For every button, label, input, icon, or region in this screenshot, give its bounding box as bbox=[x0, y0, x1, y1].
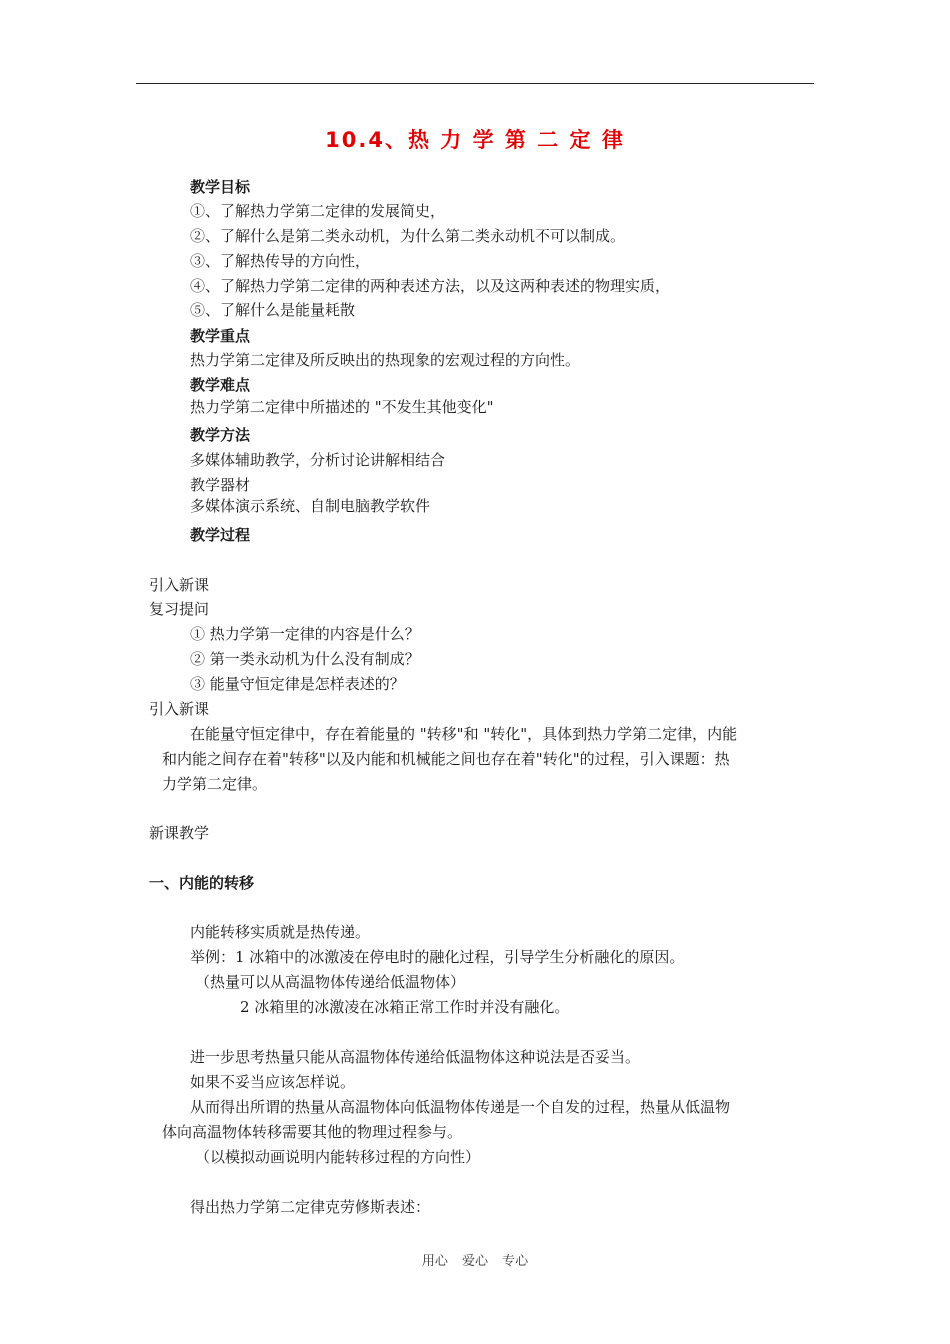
section-line: 举例：1 冰箱中的冰激凌在停电时的融化过程，引导学生分析融化的原因。 bbox=[190, 948, 685, 966]
objective-item: ②、了解什么是第二类永动机，为什么第二类永动机不可以制成。 bbox=[190, 227, 626, 245]
review-label: 复习提问 bbox=[149, 600, 210, 618]
objective-item: ⑤、了解什么是能量耗散 bbox=[190, 301, 356, 319]
page-footer bbox=[0, 1250, 950, 1269]
think-line: 从而得出所谓的热量从高温物体向低温物体传递是一个自发的过程，热量从低温物 bbox=[190, 1098, 731, 1116]
intro-paragraph-line: 和内能之间存在着"转移"以及内能和机械能之间也存在着"转化"的过程，引入课题：热 bbox=[162, 750, 730, 768]
difficulty-text: 热力学第二定律中所描述的 "不发生其他变化" bbox=[190, 398, 494, 416]
key-point-text: 热力学第二定律及所反映出的热现象的宏观过程的方向性。 bbox=[190, 351, 581, 369]
think-line: 如果不妥当应该怎样说。 bbox=[190, 1073, 356, 1091]
difficulty-heading: 教学难点 bbox=[190, 376, 251, 394]
equipment-heading: 教学器材 bbox=[190, 476, 251, 494]
footer-word: 专心 bbox=[502, 1254, 529, 1269]
intro-label: 引入新课 bbox=[149, 700, 210, 718]
method-heading: 教学方法 bbox=[190, 426, 251, 444]
intro-paragraph-line: 在能量守恒定律中，存在着能量的 "转移"和 "转化"，具体到热力学第二定律，内能 bbox=[190, 725, 738, 743]
section-line: 内能转移实质就是热传递。 bbox=[190, 923, 371, 941]
new-lesson-label: 新课教学 bbox=[149, 824, 210, 842]
key-point-heading: 教学重点 bbox=[190, 327, 251, 345]
intro-label: 引入新课 bbox=[149, 576, 210, 594]
think-line: 体向高温物体转移需要其他的物理过程参与。 bbox=[162, 1123, 463, 1141]
review-question: ③ 能量守恒定律是怎样表述的？ bbox=[190, 675, 405, 693]
section-heading: 一、内能的转移 bbox=[149, 874, 255, 892]
objectives-heading: 教学目标 bbox=[190, 178, 251, 196]
objective-item: ③、了解热传导的方向性， bbox=[190, 252, 371, 270]
objective-item: ①、了解热力学第二定律的发展简史， bbox=[190, 202, 446, 220]
review-question: ① 热力学第一定律的内容是什么？ bbox=[190, 625, 420, 643]
review-question: ② 第一类永动机为什么没有制成？ bbox=[190, 650, 420, 668]
conclusion-line: 得出热力学第二定律克劳修斯表述： bbox=[190, 1198, 431, 1216]
footer-word: 爱心 bbox=[461, 1254, 488, 1269]
objective-item: ④、了解热力学第二定律的两种表述方法，以及这两种表述的物理实质， bbox=[190, 277, 671, 295]
section-line: （热量可以从高温物体传递给低温物体） bbox=[195, 973, 466, 991]
equipment-text: 多媒体演示系统、自制电脑教学软件 bbox=[190, 497, 431, 515]
intro-paragraph-line: 力学第二定律。 bbox=[162, 775, 268, 793]
method-text: 多媒体辅助教学，分析讨论讲解相结合 bbox=[190, 451, 446, 469]
footer-word: 用心 bbox=[421, 1254, 448, 1269]
process-heading: 教学过程 bbox=[190, 526, 251, 544]
section-line: 2 冰箱里的冰激凌在冰箱正常工作时并没有融化。 bbox=[240, 998, 570, 1016]
page-title: 10.4、热 力 学 第 二 定 律 bbox=[325, 128, 625, 152]
header-rule bbox=[136, 83, 814, 84]
think-line: 进一步思考热量只能从高温物体传递给低温物体这种说法是否妥当。 bbox=[190, 1048, 641, 1066]
think-line: （以模拟动画说明内能转移过程的方向性） bbox=[195, 1148, 481, 1166]
